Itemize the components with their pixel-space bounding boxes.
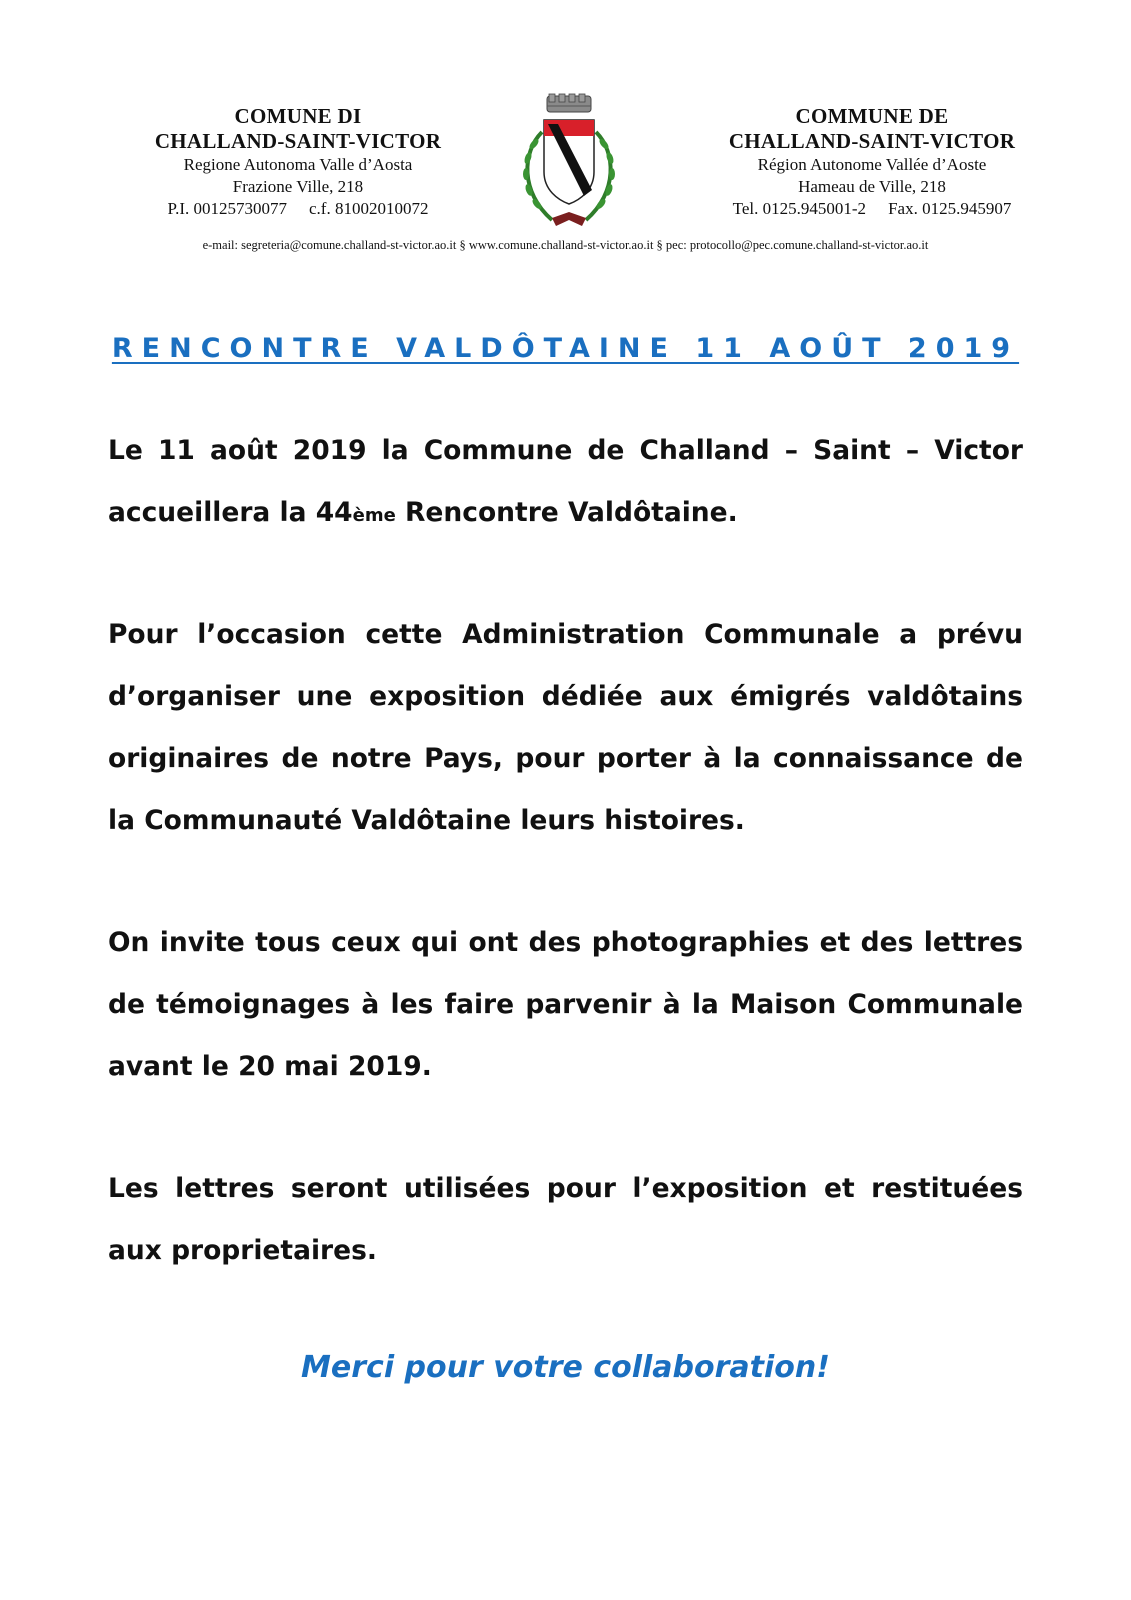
closing-thanks: Merci pour votre collaboration! (301, 1350, 830, 1385)
contact-line: e-mail: segreteria@comune.challand-st-victor.ao.it § www.comune.challand-st-victor.ao.it § pec: protocollo@pec.comune.challand-st-victor.ao.it (202, 238, 929, 252)
paragraph-1-ordinal: ème (352, 505, 396, 526)
header-left-line3: Regione Autonoma Valle d’Aosta (183, 155, 413, 174)
paragraph-3: On invite tous ceux qui ont des photographies et des lettres de témoignages à les faire parvenir à la Maison Communale avant le 20 mai 2019. (108, 927, 1023, 1082)
paragraph-2: Pour l’occasion cette Administration Communale a prévu d’organiser une exposition dédiée aux émigrés valdôtains originaires de notre Pays, pour porter à la connaissance de la Communauté Valdôtaine leurs histoires. (108, 619, 1023, 836)
paragraph-1 (108, 420, 1023, 547)
header-left-line2: CHALLAND-SAINT-VICTOR (154, 129, 442, 153)
header-left-cf: c.f. 81002010072 (309, 199, 429, 218)
header-right-line3: Région Autonome Vallée d’Aoste (757, 155, 987, 174)
paragraph-4: Les lettres seront utilisées pour l’exposition et restituées aux proprietaires. (108, 1173, 1023, 1266)
paragraph-1-a: Le 11 août 2019 la Commune de Challand – Saint – Victor accueillera la 44 (108, 435, 1023, 528)
header-french-block (702, 104, 1042, 220)
header-right-fax: Fax. 0125.945907 (888, 199, 1012, 218)
header-italian-block (118, 104, 478, 220)
header-right-line1: COMMUNE DE (795, 104, 949, 128)
header-right-line4: Hameau de Ville, 218 (798, 177, 946, 196)
header-right-tel: Tel. 0125.945001-2 (732, 199, 867, 218)
header-left-line1: COMUNE DI (234, 104, 362, 128)
document-title (0, 333, 1131, 364)
header-left-fiscal (118, 198, 478, 220)
paragraph-1-b: Rencontre Valdôtaine. (395, 497, 738, 528)
header-left-line4: Frazione Ville, 218 (232, 177, 364, 196)
coat-of-arms-icon (512, 92, 626, 232)
header-right-phone (702, 198, 1042, 220)
document-title-text: RENCONTRE VALDÔTAINE 11 AOÛT 2019 (111, 333, 1020, 364)
header-left-pi: P.I. 00125730077 (167, 199, 287, 218)
header-right-line2: CHALLAND-SAINT-VICTOR (728, 129, 1016, 153)
